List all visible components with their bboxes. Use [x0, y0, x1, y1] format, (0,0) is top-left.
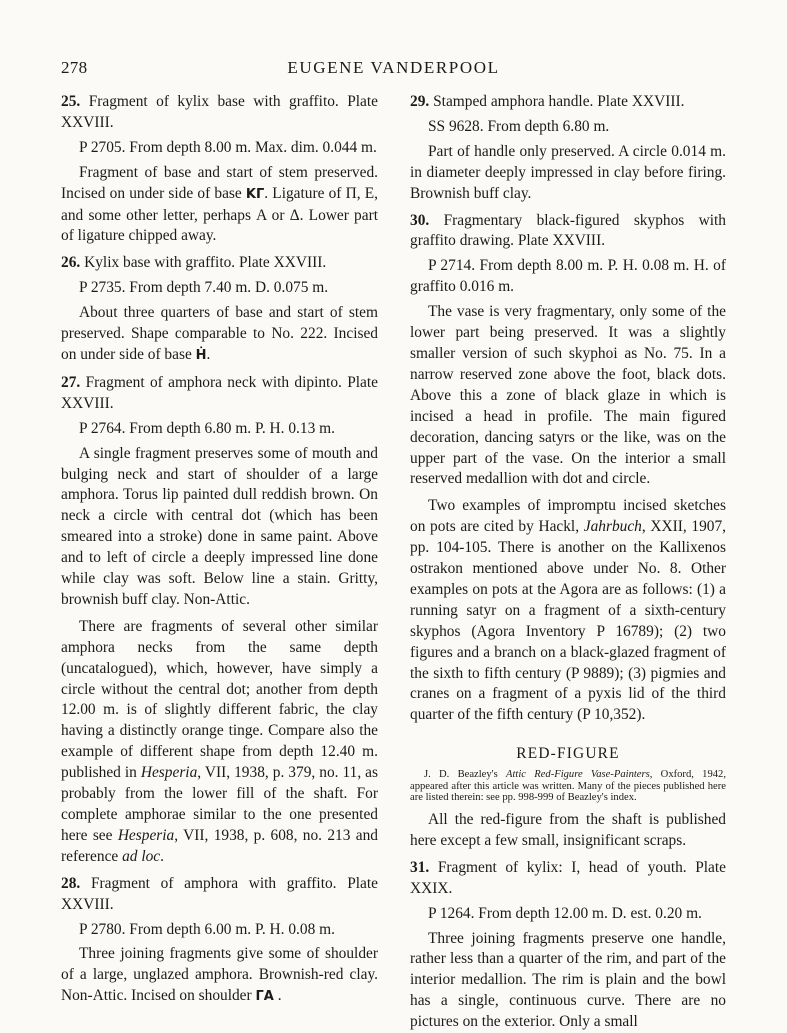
entry-31-heading	[410, 858, 726, 900]
entry-title: Fragment of kylix: I, head of youth. Plate XXIX.	[410, 859, 726, 897]
entry-26-description	[61, 303, 378, 367]
entry-title: Kylix base with graffito. Plate XXVIII.	[84, 254, 326, 271]
running-head: EUGENE VANDERPOOL	[0, 58, 787, 78]
entry-31-meta: P 1264. From depth 12.00 m. D. est. 0.20 m.	[410, 904, 726, 925]
entry-27-heading	[61, 373, 378, 415]
entry-number: 25.	[61, 93, 80, 110]
text-run: , XXII, 1907, pp. 104-105. There is another on the Kallixenos ostrakon mentioned above under No. 8. Other examples on pots at the Agora are as follows: (1) a running satyr on a fragment of a sixth-century skyphos (Agora Inventory P 16789); (2) two figures and a branch on a black-glazed fragment of the sixth to fifth century (P 9889); (3) pigmies and cranes on a fragment of a pyxis lid of the third quarter of the fifth century (P 10,352).	[410, 518, 726, 723]
entry-26-meta: P 2735. From depth 7.40 m. D. 0.075 m.	[61, 278, 378, 299]
left-column	[61, 92, 378, 1008]
right-column	[410, 92, 726, 1033]
text-run: , Oxford, 1942, appeared after this article was written. Many of the pieces published here are listed therein: see pp. 998-999 of Beazley's index.	[410, 769, 726, 803]
entry-30-description: The vase is very fragmentary, only some of the lower part being preserved. It was a slightly smaller version of such skyphoi as No. 75. In a narrow reserved zone above the foot, black dots. Above this a zone of black glaze in which is incised a head in profile. The main figured decoration, dancing satyrs or the like, was on the upper part of the vase. On the interior a small reserved medallion with dot and circle.	[410, 302, 726, 490]
entry-number: 26.	[61, 254, 80, 271]
graffito-mark: ΚΓ	[246, 187, 264, 202]
entry-number: 29.	[410, 93, 429, 110]
text-run: , VII, 1938, p. 608, no. 213 and reference	[61, 827, 378, 865]
entry-27-meta: P 2764. From depth 6.80 m. P. H. 0.13 m.	[61, 419, 378, 440]
journal-title: Hesperia	[118, 827, 174, 844]
entry-25-heading	[61, 92, 378, 134]
journal-title: Jahrbuch	[584, 518, 642, 535]
entry-30-discussion	[410, 496, 726, 726]
entry-title: Fragment of kylix base with graffito. Plate XXVIII.	[61, 93, 378, 131]
entry-title: Fragment of amphora neck with dipinto. Plate XXVIII.	[61, 374, 378, 412]
text-run: Fragment of base and start of stem preserved. Incised on under side of base	[61, 164, 378, 202]
entry-31-description: Three joining fragments preserve one handle, rather less than a quarter of the rim, and part of the interior medallion. The rim is plain and the bowl has a single, continuous curve. There are no pictures on the exterior. Only a small	[410, 929, 726, 1033]
text-run: Three joining fragments give some of shoulder of a large, unglazed amphora. Brownish-red clay. Non-Attic. Incised on shoulder	[61, 945, 378, 1004]
graffito-mark: Ḣ	[196, 348, 207, 363]
entry-30-meta: P 2714. From depth 8.00 m. P. H. 0.08 m. H. of graffito 0.016 m.	[410, 256, 726, 298]
text-run: About three quarters of base and start of stem preserved. Shape comparable to No. 222. Incised on under side of base	[61, 304, 378, 363]
graffito-mark: ΓΑ	[256, 989, 274, 1004]
entry-27-description: A single fragment preserves some of mouth and bulging neck and start of shoulder of a large amphora. Torus lip painted dull reddish brown. On neck a circle with central dot (which has been smeared into a stroke) done in same paint. Above and to left of circle a deeply impressed line done while clay was soft. Below line a stain. Gritty, brownish buff clay. Non-Attic.	[61, 444, 378, 611]
latin-phrase: ad loc	[122, 848, 160, 865]
entry-title: Fragment of amphora with graffito. Plate XXVIII.	[61, 875, 378, 913]
text-run: Two examples of impromptu incised sketches on pots are cited by Hackl,	[410, 497, 726, 535]
entry-30-heading	[410, 211, 726, 253]
entry-25-meta: P 2705. From depth 8.00 m. Max. dim. 0.044 m.	[61, 138, 378, 159]
entry-title: Stamped amphora handle. Plate XXVIII.	[433, 93, 684, 110]
entry-28-meta: P 2780. From depth 6.00 m. P. H. 0.08 m.	[61, 920, 378, 941]
entry-title: Fragmentary black-figured skyphos with graffito drawing. Plate XXVIII.	[410, 212, 726, 250]
entry-29-meta: SS 9628. From depth 6.80 m.	[410, 117, 726, 138]
entry-number: 28.	[61, 875, 80, 892]
text-run: J. D. Beazley's	[424, 769, 498, 780]
entry-number: 31.	[410, 859, 429, 876]
section-footnote	[410, 769, 726, 804]
entry-28-heading	[61, 874, 378, 916]
section-heading: RED-FIGURE	[410, 744, 726, 765]
entry-27-discussion	[61, 617, 378, 868]
entry-number: 30.	[410, 212, 429, 229]
entry-25-description	[61, 163, 378, 248]
entry-29-heading	[410, 92, 726, 113]
text-run: .	[207, 346, 211, 363]
page-number: 278	[61, 58, 87, 78]
text-run: There are fragments of several other similar amphora necks from the same depth (uncatalogued), which, however, have simply a circle without the central dot; another from depth 12.00 m. is of slightly different fabric, the clay having a distinctly orange tinge. Compare also the example of different shape from depth 12.40 m. published in	[61, 618, 378, 781]
text-run: .	[160, 848, 164, 865]
entry-number: 27.	[61, 374, 80, 391]
section-intro: All the red-figure from the shaft is published here except a few small, insignificant scraps.	[410, 810, 726, 852]
entry-28-description	[61, 944, 378, 1008]
book-title: Attic Red-Figure Vase-Painters	[506, 769, 650, 780]
text-run: .	[278, 987, 282, 1004]
entry-26-heading	[61, 253, 378, 274]
text-run: . Ligature of Π, Ε, and some other letter, perhaps Α or Δ. Lower part of ligature chipped away.	[61, 185, 378, 245]
journal-title: Hesperia	[141, 764, 197, 781]
entry-29-description: Part of handle only preserved. A circle 0.014 m. in diameter deeply impressed in clay before firing. Brownish buff clay.	[410, 142, 726, 205]
text-run: , VII, 1938, p. 379, no. 11, as probably from the lower fill of the shaft. For complete amphorae similar to the one presented here see	[61, 764, 378, 844]
